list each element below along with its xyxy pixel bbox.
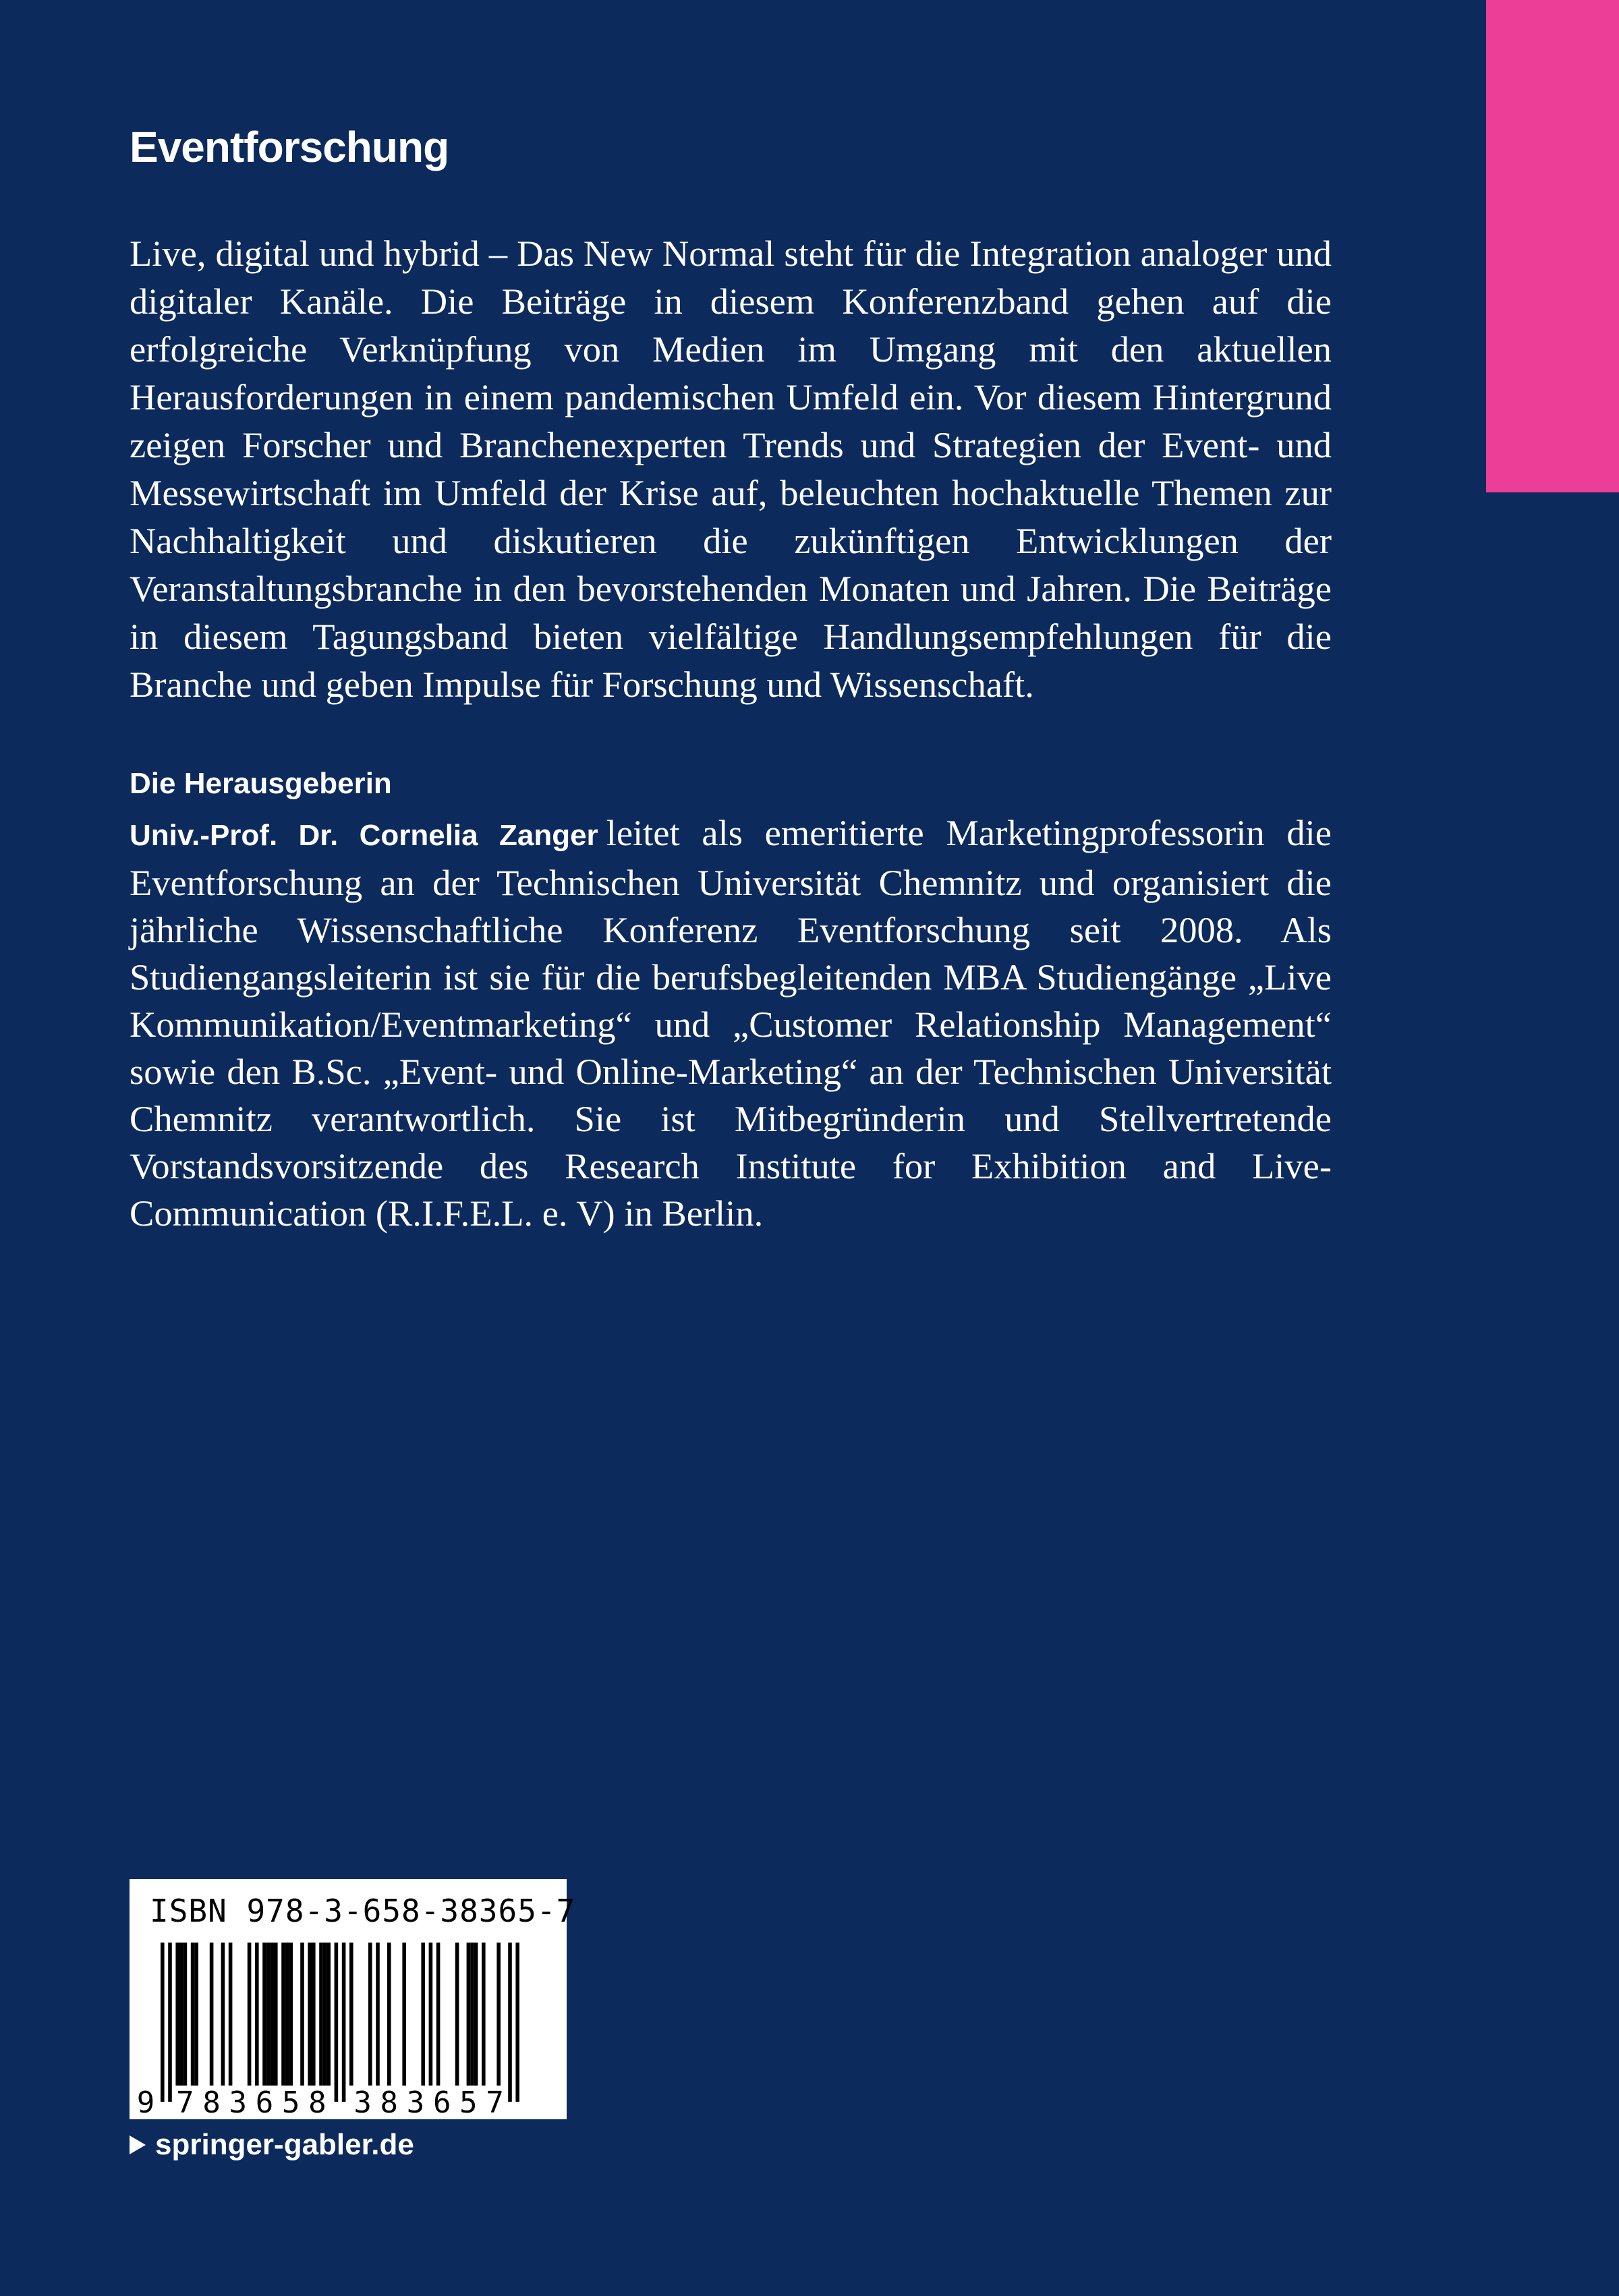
barcode-graphic: [130, 1879, 567, 2119]
barcode-bar: [323, 1943, 327, 2086]
barcode-digit: 8: [308, 2086, 326, 2119]
editor-heading: Die Herausgeberin: [130, 767, 392, 800]
barcode-bar: [274, 1943, 278, 2086]
series-title: Eventforschung: [130, 123, 449, 171]
barcode-digit: 7: [486, 2086, 504, 2119]
barcode-bar: [474, 1943, 478, 2086]
barcode-digit: 8: [202, 2086, 221, 2119]
barcode-bar: [342, 1943, 346, 2102]
barcode-bar: [266, 1943, 271, 2086]
barcode-bar: [300, 1943, 304, 2086]
barcode-bar: [421, 1943, 425, 2086]
barcode-bar: [175, 1943, 179, 2086]
barcode-bar: [387, 1943, 391, 2086]
book-description: Live, digital und hybrid – Das New Normal steht für die Integration analoger und digitaler Kanäle. Die Beiträge in diesem Konferenzband gehen auf die erfolgreiche Verknüpfung von Medien im Umgang mit den aktuellen Herausforderungen in einem pandemischen Umfeld ein. Vor diesem Hintergrund zeigen Forscher und Branchenexperten Trends und Strategien der Event- und Messewirtschaft im Umfeld der Krise auf, beleuchten hochaktuelle Themen zur Nachhaltigkeit und diskutieren die zukünftigen Entwicklungen der Veranstaltungsbranche in den bevorstehenden Monaten und Jahren. Die Beiträge in diesem Tagungsband bieten vielfältige Handlungsempfehlungen für die Branche und geben Impulse für Forschung und Wissenschaft.: [130, 233, 1332, 705]
barcode-digit: 6: [432, 2086, 451, 2119]
barcode-bar: [161, 1943, 165, 2102]
barcode-bar: [482, 1943, 486, 2086]
barcode-bar: [368, 1943, 372, 2086]
barcode-bar: [255, 1943, 259, 2086]
barcode-digit: 8: [380, 2086, 399, 2119]
barcode-bar: [376, 1943, 380, 2086]
barcode-digit: 5: [281, 2086, 300, 2119]
barcode-bar: [179, 1943, 183, 2086]
barcode-bar: [210, 1943, 214, 2086]
editor-name: Univ.-Prof. Dr. Cornelia Zanger: [130, 819, 598, 852]
barcode-digit: 5: [459, 2086, 478, 2119]
editor-bio-text: leitet als emeritierte Marketingprofessorin die Eventforschung an der Technischen Universität Chemnitz und organisiert die jährliche Wissenschaftliche Konferenz Eventforschung seit 2008. Als Studiengangsleiterin ist sie für die berufsbegleitenden MBA Studiengänge „Live Kommunikation/Eventmarketing“ und „Customer Relationship Management“ sowie den B.Sc. „Event- und Online-Marketing“ an der Technischen Universität Chemnitz verantwortlich. Sie ist Mitbegründerin und Stellvertretende Vorstandsvorsitzende des Research Institute for Exhibition and Live-Communication (R.I.F.E.L. e. V) in Berlin.: [130, 812, 1332, 1234]
barcode-bar: [194, 1943, 198, 2086]
barcode-bar: [270, 1943, 274, 2086]
barcode-bar: [402, 1943, 406, 2086]
barcode-digit: 3: [406, 2086, 425, 2119]
isbn-barcode: [130, 1879, 576, 2119]
barcode-bar: [221, 1943, 225, 2086]
barcode-bar: [183, 1943, 188, 2086]
barcode-bar: [308, 1943, 312, 2086]
publisher-link[interactable]: [130, 2130, 414, 2160]
barcode-bar: [248, 1943, 252, 2086]
barcode-bar: [335, 1943, 339, 2102]
barcode-digit: 9: [136, 2086, 155, 2119]
barcode-bar: [429, 1943, 433, 2086]
barcode-bar: [285, 1943, 289, 2086]
barcode-bar: [470, 1943, 474, 2086]
accent-bar: [1486, 0, 1619, 492]
play-arrow-icon: [130, 2135, 146, 2154]
barcode-bar: [229, 1943, 233, 2086]
barcode-bar: [467, 1943, 471, 2086]
barcode-bar: [319, 1943, 323, 2086]
barcode-bar: [191, 1943, 195, 2086]
barcode-digit: 6: [255, 2086, 274, 2119]
isbn-label: ISBN 978-3-658-38365-7: [150, 1893, 576, 1929]
barcode-digit: 3: [353, 2086, 372, 2119]
barcode-bar: [289, 1943, 293, 2086]
barcode-digit: 7: [176, 2086, 194, 2119]
barcode-bar: [312, 1943, 316, 2086]
barcode-bar: [349, 1943, 353, 2086]
barcode-bar: [455, 1943, 459, 2086]
editor-bio: [130, 809, 1332, 1237]
barcode-bar: [326, 1943, 331, 2086]
barcode-bar: [508, 1943, 512, 2102]
barcode-bar: [496, 1943, 501, 2086]
barcode-bar: [262, 1943, 266, 2086]
barcode-digit: 3: [229, 2086, 248, 2119]
barcode-bar: [515, 1943, 519, 2102]
barcode-bar: [168, 1943, 172, 2102]
barcode-bar: [281, 1943, 285, 2086]
publisher-url: springer-gabler.de: [155, 2128, 414, 2161]
barcode-bar: [436, 1943, 441, 2086]
